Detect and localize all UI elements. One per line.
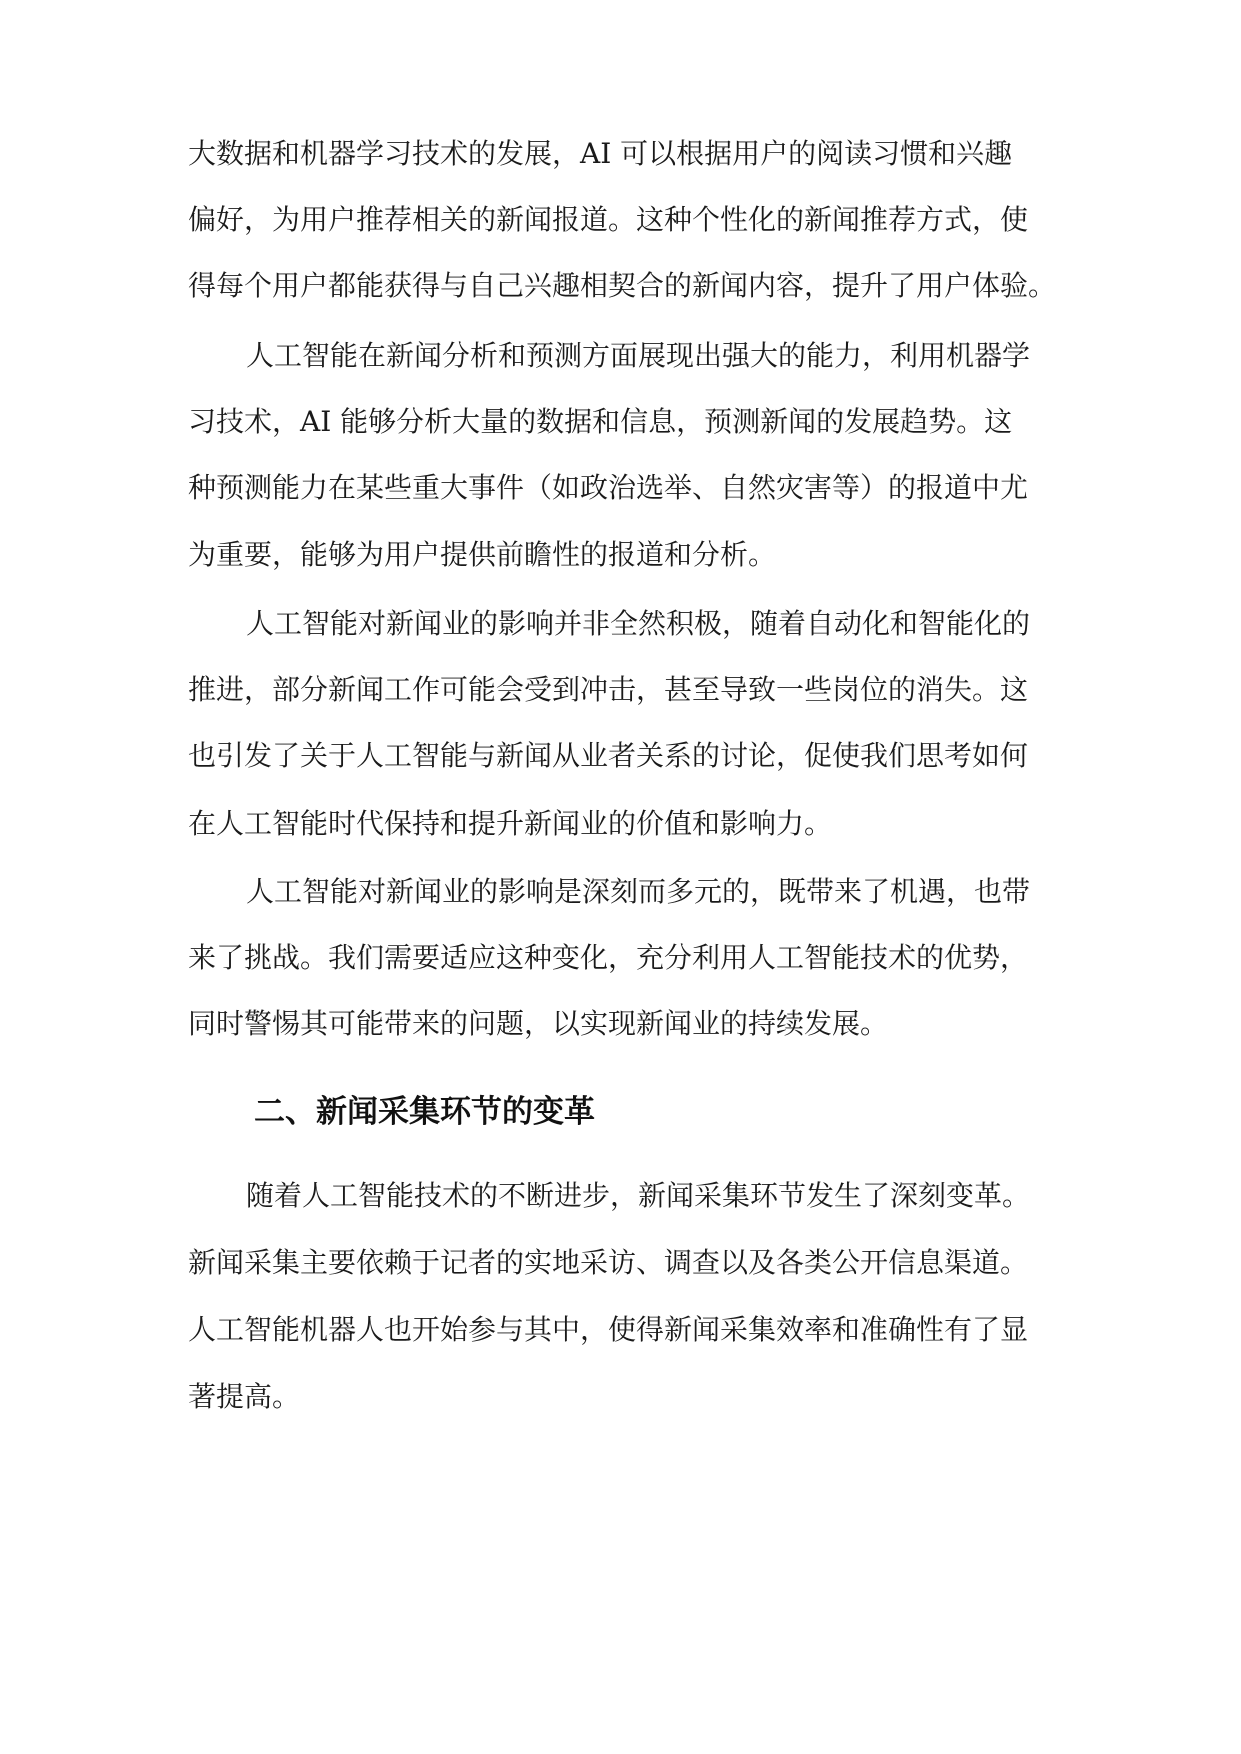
paragraph-3-line-4: 在人工智能时代保持和提升新闻业的价值和影响力。 (188, 807, 833, 840)
paragraph-3-line-3: 也引发了关于人工智能与新闻从业者关系的讨论，促使我们思考如何 (188, 739, 1029, 772)
paragraph-1-line-1: 大数据和机器学习技术的发展，AI 可以根据用户的阅读习惯和兴趣 (188, 137, 1013, 170)
section-paragraph-line-3: 人工智能机器人也开始参与其中，使得新闻采集效率和准确性有了显 (188, 1313, 1029, 1346)
paragraph-2-line-1: 人工智能在新闻分析和预测方面展现出强大的能力，利用机器学 (246, 339, 1031, 372)
paragraph-1-line-2: 偏好，为用户推荐相关的新闻报道。这种个性化的新闻推荐方式，使 (188, 203, 1029, 236)
paragraph-4-line-2: 来了挑战。我们需要适应这种变化，充分利用人工智能技术的优势， (188, 941, 1029, 974)
paragraph-3-line-1: 人工智能对新闻业的影响并非全然积极，随着自动化和智能化的 (246, 607, 1031, 640)
section-paragraph-line-1: 随着人工智能技术的不断进步，新闻采集环节发生了深刻变革。 (246, 1179, 1031, 1212)
paragraph-2-line-4: 为重要，能够为用户提供前瞻性的报道和分析。 (188, 538, 777, 571)
section-paragraph-line-4: 著提高。 (188, 1380, 301, 1413)
section-heading: 二、新闻采集环节的变革 (254, 1094, 595, 1130)
paragraph-3-line-2: 推进，部分新闻工作可能会受到冲击，甚至导致一些岗位的消失。这 (188, 673, 1029, 706)
paragraph-4-line-3: 同时警惕其可能带来的问题，以实现新闻业的持续发展。 (188, 1007, 889, 1040)
paragraph-2-line-2: 习技术，AI 能够分析大量的数据和信息，预测新闻的发展趋势。这 (188, 405, 1013, 438)
paragraph-4-line-1: 人工智能对新闻业的影响是深刻而多元的，既带来了机遇，也带 (246, 875, 1031, 908)
paragraph-2-line-3: 种预测能力在某些重大事件（如政治选举、自然灾害等）的报道中尤 (188, 471, 1029, 504)
paragraph-1-line-3: 得每个用户都能获得与自己兴趣相契合的新闻内容，提升了用户体验。 (188, 269, 1057, 302)
section-paragraph-line-2: 新闻采集主要依赖于记者的实地采访、调查以及各类公开信息渠道。 (188, 1246, 1029, 1279)
